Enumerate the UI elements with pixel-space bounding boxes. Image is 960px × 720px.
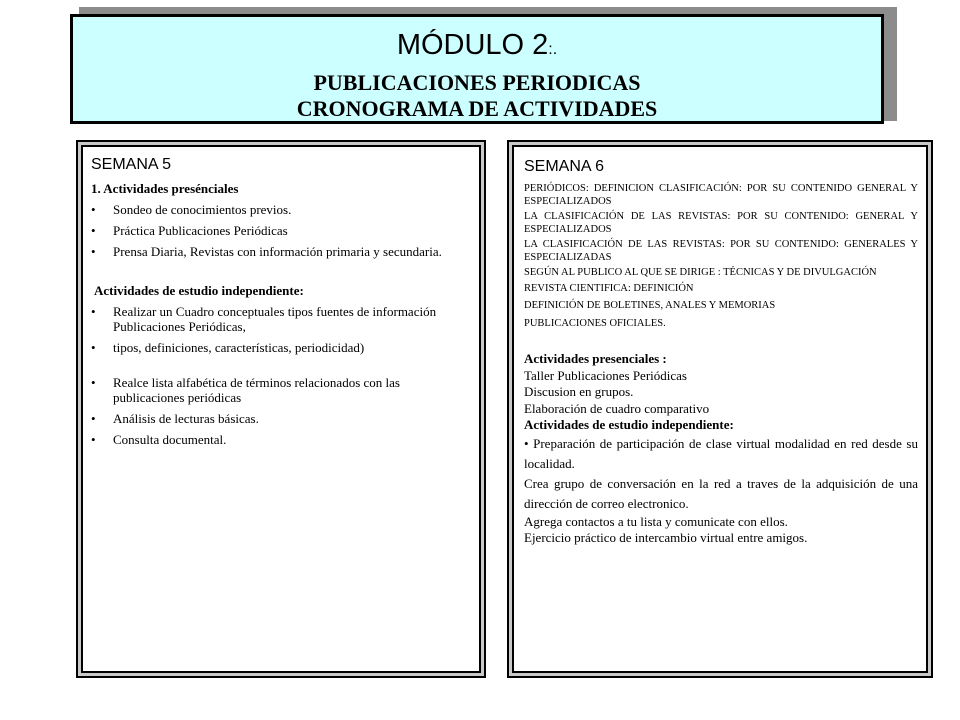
week6-content: [524, 157, 918, 547]
bullet-icon: •: [91, 375, 96, 390]
list-item: [91, 432, 465, 447]
title-banner: [70, 14, 884, 124]
week6-activities: [524, 351, 918, 547]
week6-panel: [507, 140, 933, 678]
week6-independiente-line: Agrega contactos a tu lista y comunicate con ellos.: [524, 513, 788, 529]
week6-topic: LA CLASIFICACIÓN DE LAS REVISTAS: POR SU CONTENIDO: GENERALES Y ESPECIALIZADAS: [524, 239, 918, 263]
bullet-icon: •: [91, 432, 96, 447]
bullet-icon: •: [91, 202, 96, 217]
week6-presenciales-heading: Actividades presenciales :: [524, 351, 667, 366]
bullet-icon: •: [91, 304, 96, 319]
week5-panel-inner: [81, 145, 481, 673]
list-item-text: Prensa Diaria, Revistas con información primaria y secundaria.: [113, 244, 442, 259]
week6-topic: PERIÓDICOS: DEFINICION CLASIFICACIÓN: POR SU CONTENIDO GENERAL Y ESPECIALIZADOS: [524, 183, 918, 207]
week5-title: SEMANA 5: [91, 156, 172, 173]
week6-topic: REVISTA CIENTIFICA: DEFINICIÓN: [524, 282, 694, 294]
week6-topic: PUBLICACIONES OFICIALES.: [524, 317, 666, 329]
list-item-text: tipos, definiciones, características, periodicidad): [113, 340, 365, 355]
list-item: [91, 411, 465, 426]
subtitle-cronograma: CRONOGRAMA DE ACTIVIDADES: [296, 96, 658, 121]
module-title-suffix: :.: [548, 41, 558, 58]
subtitle-publicaciones: PUBLICACIONES PERIODICAS: [313, 70, 641, 95]
week6-independiente-line: Crea grupo de conversación en la red a traves de la adquisición de una dirección de correo electronico.: [524, 475, 918, 511]
week5-independiente-heading: Actividades de estudio independiente:: [94, 283, 304, 298]
list-item-text: Sondeo de conocimientos previos.: [113, 202, 292, 217]
week6-presenciales-line: Taller Publicaciones Periódicas: [524, 367, 687, 383]
module-title: [73, 29, 881, 66]
week6-presenciales-line: Elaboración de cuadro comparativo: [524, 400, 710, 416]
week5-independiente-list: [91, 304, 465, 355]
list-item-text: Consulta documental.: [113, 432, 227, 447]
list-item: [91, 375, 465, 405]
list-item: [91, 340, 465, 355]
bullet-icon: •: [91, 223, 96, 238]
list-item-text: Realce lista alfabética de términos relacionados con las publicaciones periódicas: [113, 375, 400, 405]
week6-title: SEMANA 6: [524, 158, 605, 175]
week6-independiente-heading: Actividades de estudio independiente:: [524, 417, 734, 432]
list-item: [91, 304, 465, 334]
list-item: [91, 244, 465, 259]
week5-content: [91, 155, 465, 453]
week6-topic: SEGÚN AL PUBLICO AL QUE SE DIRIGE : TÉCNICAS Y DE DIVULGACIÓN: [524, 267, 877, 278]
list-item: [91, 223, 465, 238]
bullet-icon: •: [91, 411, 96, 426]
week5-panel: [76, 140, 486, 678]
week5-independiente-list-2: [91, 375, 465, 447]
bullet-icon: •: [91, 244, 96, 259]
week6-topic: DEFINICIÓN DE BOLETINES, ANALES Y MEMORIAS: [524, 300, 776, 311]
week6-panel-inner: [512, 145, 928, 673]
list-item: [91, 202, 465, 217]
list-item-text: Realizar un Cuadro conceptuales tipos fuentes de información Publicaciones Periódicas,: [113, 304, 437, 334]
bullet-icon: •: [91, 340, 96, 355]
week5-presenciales-list: [91, 202, 465, 259]
week6-presenciales-line: Discusion en grupos.: [524, 384, 634, 399]
week6-topic: LA CLASIFICACIÓN DE LAS REVISTAS: POR SU CONTENIDO: GENERAL Y ESPECIALIZADOS: [524, 211, 918, 235]
week6-independiente-line: Ejercicio práctico de intercambio virtual entre amigos.: [524, 530, 808, 545]
week6-independiente-line: • Preparación de participación de clase virtual modalidad en red desde su localidad.: [524, 435, 918, 471]
week5-presenciales-heading: 1. Actividades presénciales: [91, 181, 239, 196]
list-item-text: Práctica Publicaciones Periódicas: [113, 223, 288, 238]
list-item-text: Análisis de lecturas básicas.: [113, 411, 259, 426]
module-title-text: MÓDULO 2: [396, 29, 549, 61]
